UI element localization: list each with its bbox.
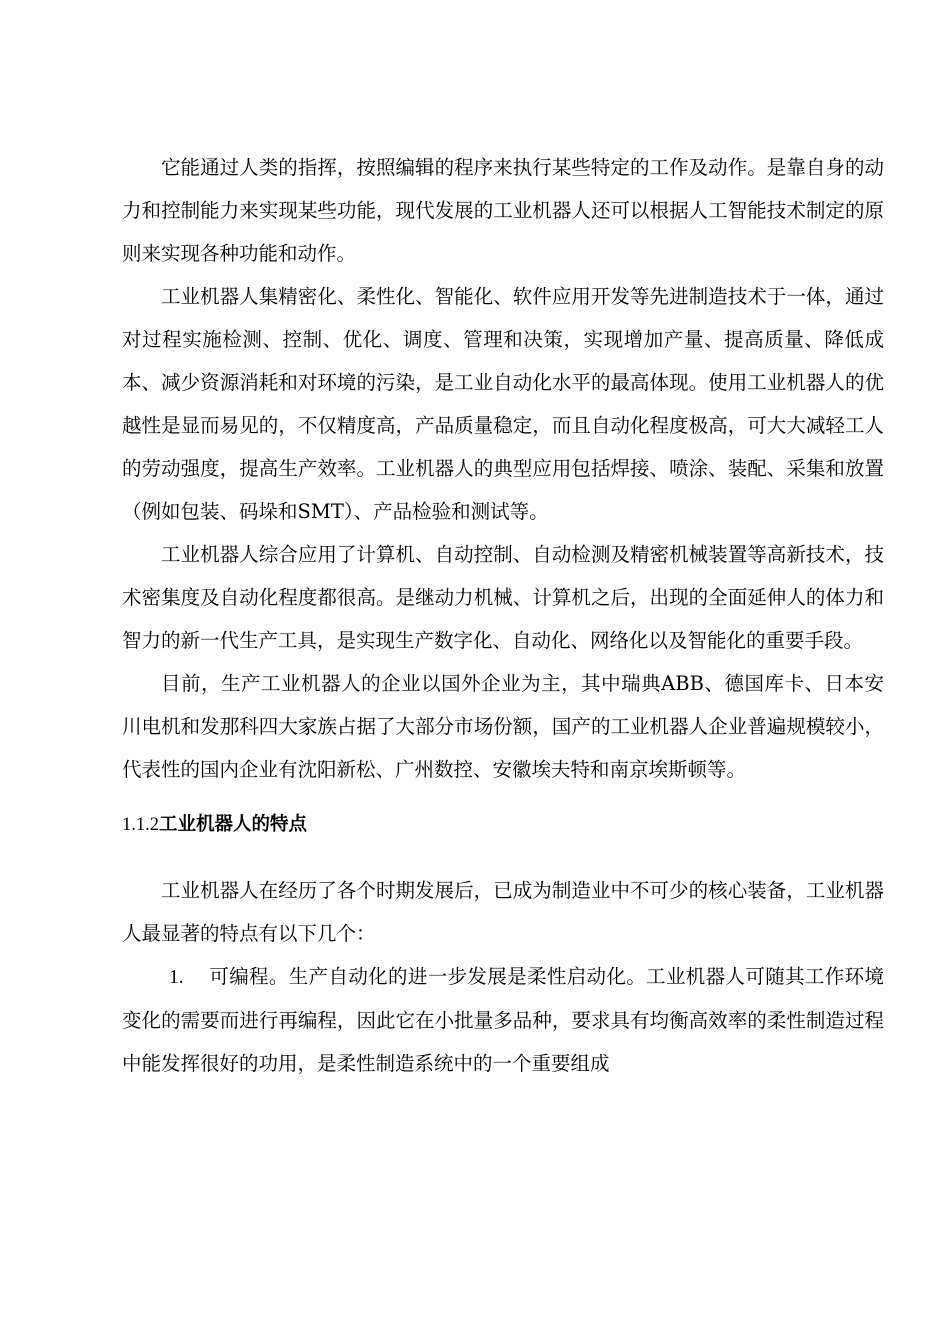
paragraph-1: 它能通过人类的指挥，按照编辑的程序来执行某些特定的工作及动作。是靠自身的动力和控制能力来实现某些功能，现代发展的工业机器人还可以根据人工智能技术制定的原则来实现各种功能和动作。 [122,156,884,265]
section-heading [122,805,884,845]
document-body [122,146,884,1085]
section-title: 工业机器人的特点 [159,814,308,835]
section-number: 1.1.2 [122,815,159,835]
list-item-number: 1. [169,967,184,988]
list-item [122,955,884,1085]
paragraph-3: 工业机器人综合应用了计算机、自动控制、自动检测及精密机械装置等高新技术，技术密集度及自动化程度都很高。是继动力机械、计算机之后，出现的全面延伸人的体力和智力的新一代生产工具，是实现生产数字化、自动化、网络化以及智能化的重要手段。 [122,543,884,652]
paragraph-2: 工业机器人集精密化、柔性化、智能化、软件应用开发等先进制造技术于一体，通过对过程实施检测、控制、优化、调度、管理和决策，实现增加产量、提高质量、降低成本、减少资源消耗和对环境的污染，是工业自动化水平的最高体现。使用工业机器人的优越性是显而易见的，不仅精度高，产品质量稳定，而且自动化程度极高，可大大减轻工人的劳动强度，提高生产效率。工业机器人的典型应用包括焊接、喷涂、装配、采集和放置（例如包装、码垛和SMT）、产品检验和测试等。 [122,285,884,523]
section-paragraph-1: 工业机器人在经历了各个时期发展后，已成为制造业中不可少的核心装备，工业机器人最显著的特点有以下几个： [122,879,884,945]
paragraph-4: 目前，生产工业机器人的企业以国外企业为主，其中瑞典ABB、德国库卡、日本安川电机和发那科四大家族占据了大部分市场份额，国产的工业机器人企业普遍规模较小，代表性的国内企业有沈阳新松、广州数控、安徽埃夫特和南京埃斯顿等。 [122,672,884,781]
list-item-text: 可编程。生产自动化的进一步发展是柔性启动化。工业机器人可随其工作环境变化的需要而进行再编程，因此它在小批量多品种，要求具有均衡高效率的柔性制造过程中能发挥很好的功用，是柔性制造系统中的一个重要组成 [122,965,884,1075]
